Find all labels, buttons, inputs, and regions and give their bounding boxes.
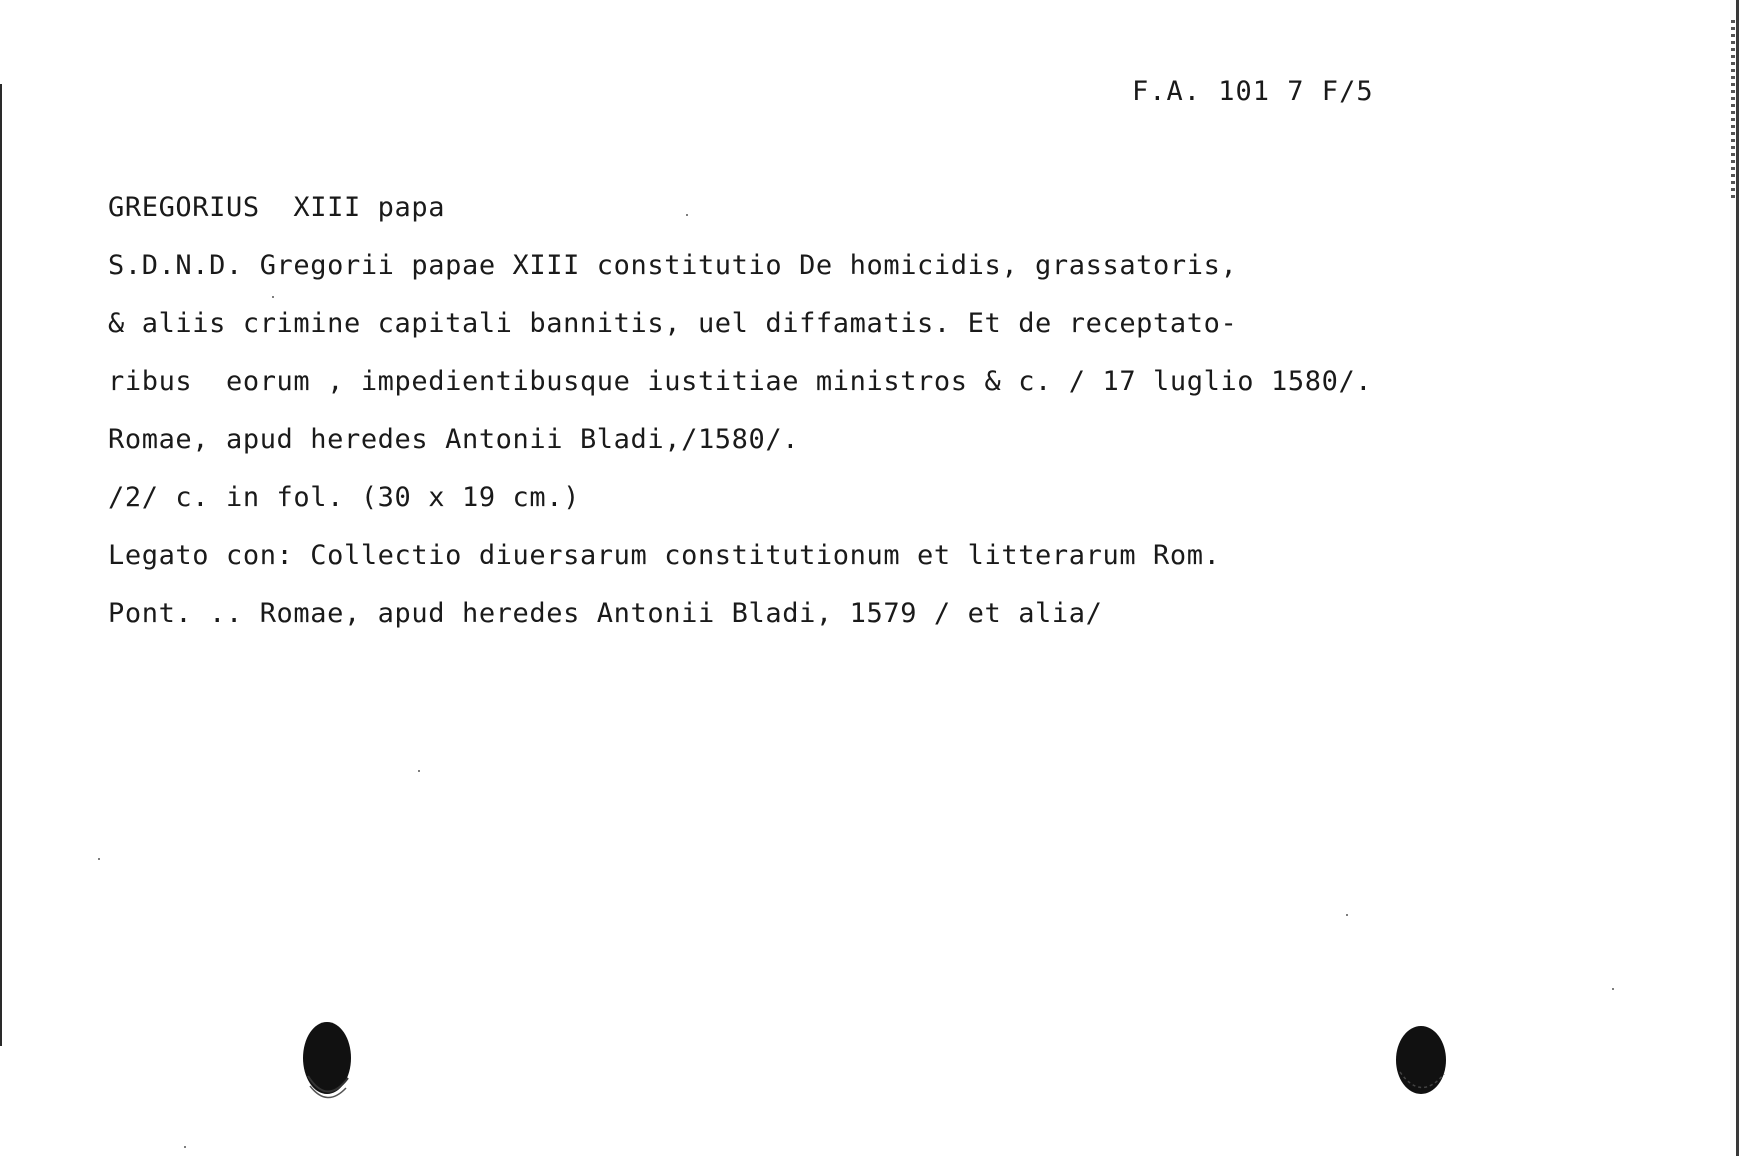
- paper-speck: [1346, 914, 1348, 916]
- card-left-edge: [0, 84, 2, 1046]
- paper-speck: [418, 770, 420, 772]
- card-right-edge-texture: [1731, 20, 1735, 200]
- punch-hole-left: [298, 1016, 356, 1104]
- title-line-2: & aliis crimine capitali bannitis, uel diffamatis. Et de receptato-: [108, 308, 1238, 339]
- paper-speck: [1612, 988, 1614, 990]
- bound-with-line-2: Pont. .. Romae, apud heredes Antonii Bladi, 1579 / et alia/: [108, 598, 1103, 629]
- paper-speck: [98, 858, 100, 860]
- imprint-line: Romae, apud heredes Antonii Bladi,/1580/.: [108, 424, 800, 455]
- bound-with-line-1: Legato con: Collectio diuersarum constitutionum et litterarum Rom.: [108, 540, 1221, 571]
- author-heading: GREGORIUS XIII papa: [108, 192, 446, 223]
- paper-speck: [686, 214, 688, 216]
- collation-line: /2/ c. in fol. (30 x 19 cm.): [108, 482, 580, 513]
- paper-speck: [272, 296, 274, 298]
- paper-speck: [184, 1146, 186, 1148]
- punch-hole-right: [1392, 1018, 1450, 1106]
- title-line-3: ribus eorum , impedientibusque iustitiae ministros & c. / 17 luglio 1580/.: [108, 366, 1373, 397]
- shelfmark: F.A. 101 7 F/5: [1132, 76, 1374, 107]
- title-line-1: S.D.N.D. Gregorii papae XIII constitutio De homicidis, grassatoris,: [108, 250, 1238, 281]
- card-right-edge: [1736, 0, 1739, 1156]
